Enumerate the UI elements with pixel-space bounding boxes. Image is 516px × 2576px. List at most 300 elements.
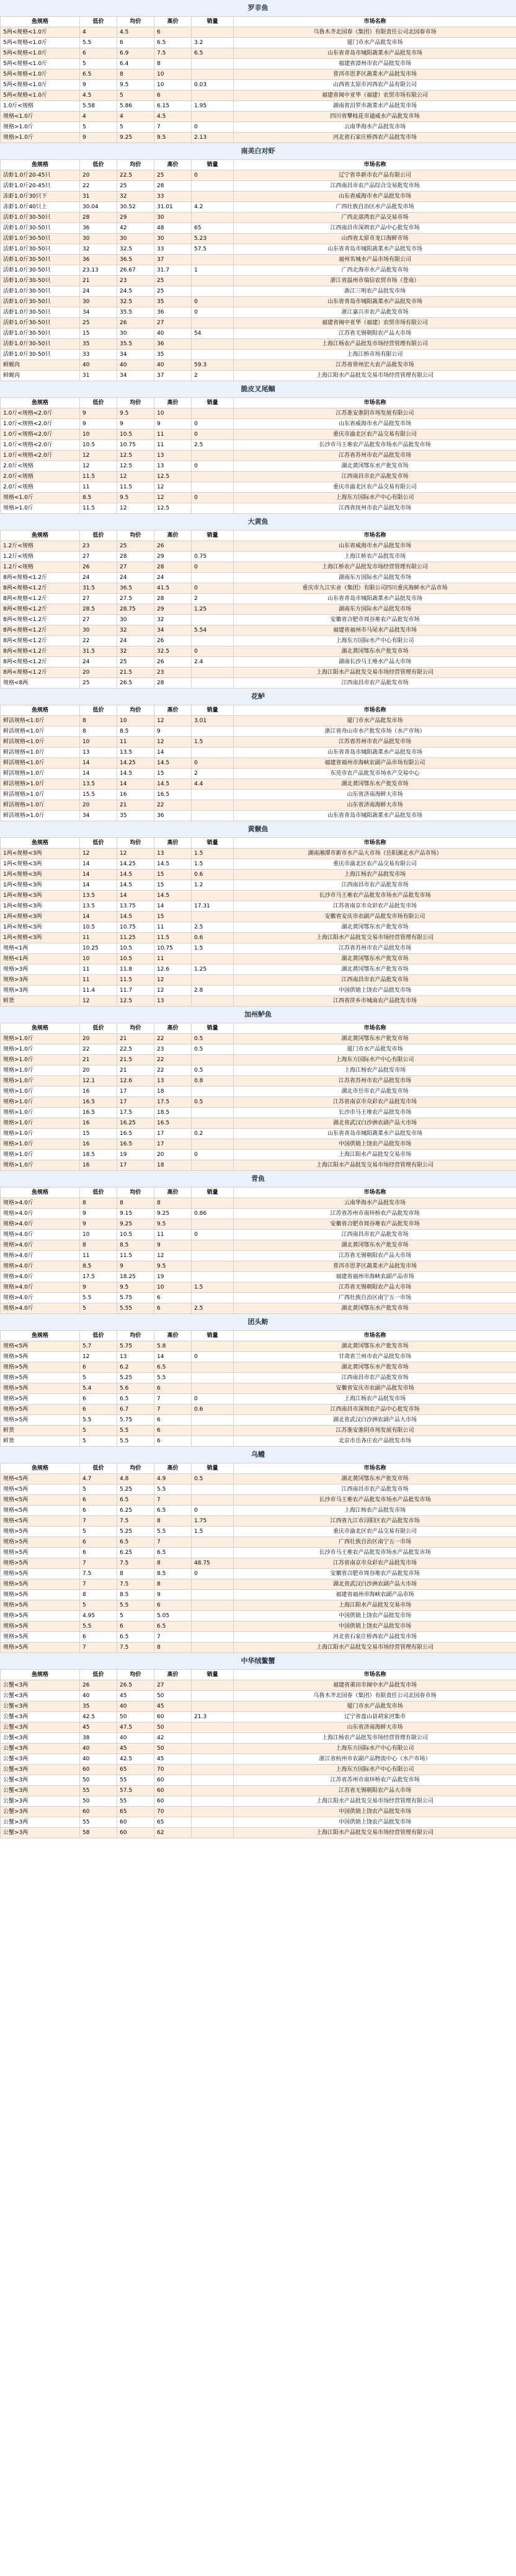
header-spec: 鱼规格 <box>1 1670 80 1680</box>
low-price-cell: 31.5 <box>80 583 117 594</box>
low-price-cell: 40 <box>80 1691 117 1701</box>
volume-cell <box>192 1362 234 1373</box>
avg-price-cell: 12.5 <box>117 461 154 472</box>
spec-cell: 规格<1.0斤 <box>1 112 80 122</box>
market-name-cell: 乌鲁木齐北园春（集团）有限责任公司北园春市场 <box>234 27 516 38</box>
low-price-cell: 28 <box>80 213 117 223</box>
table-row <box>1 461 516 472</box>
avg-price-cell: 5.55 <box>117 1303 154 1314</box>
high-price-cell: 6.5 <box>154 1548 192 1558</box>
high-price-cell: 36 <box>154 811 192 821</box>
table-row <box>1 408 516 419</box>
market-name-cell: 北京市岳各庄农产品批发市场 <box>234 1436 516 1447</box>
spec-cell: 规格>1.0斤 <box>1 1076 80 1087</box>
market-name-cell: 福建省福州市海峡农副产品市场 <box>234 1590 516 1600</box>
table-row <box>1 933 516 943</box>
market-name-cell: 上海江阳水产品批发交易市场经营管理有限公司 <box>234 371 516 381</box>
market-name-cell: 上海东方国际水产中心有限公司 <box>234 493 516 503</box>
avg-price-cell: 10.75 <box>117 440 154 451</box>
table-row <box>1 1754 516 1765</box>
price-table <box>0 837 516 1007</box>
market-name-cell: 广西壮族自治区南宁五一市场 <box>234 1293 516 1303</box>
header-spec: 鱼规格 <box>1 1023 80 1034</box>
high-price-cell: 14 <box>154 748 192 758</box>
volume-cell <box>192 181 234 192</box>
volume-cell: 0 <box>192 583 234 594</box>
spec-cell: 1两<规格<3两 <box>1 849 80 859</box>
avg-price-cell: 65 <box>117 1807 154 1817</box>
market-name-cell: 山东省济南海鲜大市场 <box>234 800 516 811</box>
spec-cell: 8两<规格<1.2斤 <box>1 573 80 583</box>
spec-cell: 8两<规格<1.2斤 <box>1 583 80 594</box>
high-price-cell: 9.5 <box>154 133 192 143</box>
spec-cell: 活虾1.0斤30-50只 <box>1 297 80 307</box>
avg-price-cell: 30 <box>117 329 154 339</box>
low-price-cell: 11 <box>80 482 117 493</box>
low-price-cell: 12 <box>80 849 117 859</box>
high-price-cell: 7 <box>154 1394 192 1405</box>
avg-price-cell: 12.5 <box>117 451 154 461</box>
table-row <box>1 1733 516 1744</box>
avg-price-cell: 19 <box>117 1150 154 1160</box>
high-price-cell: 26 <box>154 541 192 552</box>
market-name-cell: 重庆市渝北区农产品交易有限公司 <box>234 1527 516 1537</box>
spec-cell: 规格>1.0斤 <box>1 1065 80 1076</box>
volume-cell <box>192 1240 234 1251</box>
spec-cell: 规格>5两 <box>1 1632 80 1643</box>
spec-cell: 1.2斤<规格 <box>1 552 80 562</box>
market-name-cell: 山西省太原市河西农产品有限公司 <box>234 80 516 90</box>
table-row <box>1 541 516 552</box>
low-price-cell: 9 <box>80 80 117 90</box>
market-name-cell: 江西南昌市农产品批发市场 <box>234 678 516 689</box>
low-price-cell: 10.5 <box>80 922 117 933</box>
spec-cell: 规格>4.0斤 <box>1 1219 80 1230</box>
low-price-cell: 5 <box>80 1426 117 1436</box>
avg-price-cell: 9.25 <box>117 1219 154 1230</box>
table-header-row <box>1 1023 516 1034</box>
avg-price-cell: 17 <box>117 1097 154 1108</box>
market-name-cell: 江西南昌市深圳农产品中心批发市场 <box>234 223 516 234</box>
header-volume: 销量 <box>192 160 234 170</box>
avg-price-cell: 6.4 <box>117 59 154 69</box>
volume-cell <box>192 451 234 461</box>
header-high-price: 高价 <box>154 1188 192 1198</box>
table-row <box>1 1293 516 1303</box>
avg-price-cell: 10 <box>117 716 154 726</box>
low-price-cell: 5 <box>80 1484 117 1495</box>
avg-price-cell: 7.5 <box>117 1643 154 1653</box>
volume-cell <box>192 1261 234 1272</box>
volume-cell <box>192 503 234 514</box>
table-header-row <box>1 531 516 541</box>
avg-price-cell: 26 <box>117 318 154 329</box>
spec-cell: 规格>1.0斤 <box>1 1097 80 1108</box>
header-volume: 销量 <box>192 1023 234 1034</box>
price-table <box>0 530 516 689</box>
market-name-cell: 广西北部湾农产品交易市场 <box>234 213 516 223</box>
market-name-cell: 上海江桥农产品批发市场经营管理有限公司 <box>234 562 516 573</box>
high-price-cell: 27 <box>154 1680 192 1691</box>
spec-cell: 2.0斤<规格 <box>1 461 80 472</box>
volume-cell: 0.5 <box>192 1065 234 1076</box>
volume-cell: 0.8 <box>192 1076 234 1087</box>
avg-price-cell: 16.25 <box>117 1118 154 1129</box>
avg-price-cell: 21.5 <box>117 668 154 678</box>
table-row <box>1 1516 516 1527</box>
header-high-price: 高价 <box>154 398 192 408</box>
spec-cell: 活虾1.0斤30-50只 <box>1 234 80 244</box>
high-price-cell: 15 <box>154 769 192 779</box>
table-header-row <box>1 398 516 408</box>
avg-price-cell: 26.5 <box>117 678 154 689</box>
avg-price-cell: 14.25 <box>117 859 154 870</box>
avg-price-cell: 30 <box>117 234 154 244</box>
market-name-cell: 江苏省南京市众彩农产品批发市场 <box>234 1097 516 1108</box>
table-row <box>1 329 516 339</box>
low-price-cell: 24 <box>80 657 117 668</box>
high-price-cell: 6 <box>154 1426 192 1436</box>
volume-cell: 0.2 <box>192 1129 234 1139</box>
low-price-cell: 8 <box>80 1198 117 1209</box>
market-name-cell: 湖北市岳市农产品批发市场 <box>234 1087 516 1097</box>
high-price-cell: 11.5 <box>154 933 192 943</box>
market-name-cell: 上海江阳水产品批发交易市场经营管理有限公司 <box>234 1643 516 1653</box>
market-name-cell: 湖北黄冈鄂东水产批发市场 <box>234 1341 516 1352</box>
low-price-cell: 5 <box>80 1527 117 1537</box>
header-spec: 鱼规格 <box>1 1331 80 1341</box>
header-low-price: 低价 <box>80 1670 117 1680</box>
spec-cell: 冻虾1.0斤30只下 <box>1 192 80 202</box>
market-name-cell: 山东省青岛市城阳蔬菜水产品批发市场 <box>234 297 516 307</box>
avg-price-cell: 36.5 <box>117 255 154 265</box>
low-price-cell: 5 <box>80 59 117 69</box>
low-price-cell: 9 <box>80 133 117 143</box>
price-table <box>0 1023 516 1171</box>
low-price-cell: 58 <box>80 1828 117 1838</box>
table-row <box>1 213 516 223</box>
volume-cell: 0.5 <box>192 1044 234 1055</box>
high-price-cell: 28 <box>154 594 192 604</box>
spec-cell: 鲜活规格<1.0斤 <box>1 758 80 769</box>
price-table <box>0 1330 516 1447</box>
table-row <box>1 646 516 657</box>
spec-cell: 活虾1.0斤30-50只 <box>1 286 80 297</box>
market-name-cell: 山西省太原市龙口海鲜市场 <box>234 234 516 244</box>
high-price-cell: 24 <box>154 573 192 583</box>
high-price-cell: 10 <box>154 80 192 90</box>
high-price-cell: 8 <box>154 1198 192 1209</box>
high-price-cell: 25 <box>154 276 192 286</box>
market-name-cell: 厦门市水产品批发市场 <box>234 38 516 48</box>
spec-cell: 8两<规格<1.2斤 <box>1 625 80 636</box>
low-price-cell: 25 <box>80 678 117 689</box>
table-row <box>1 737 516 748</box>
high-price-cell: 50 <box>154 1722 192 1733</box>
spec-cell: 鲜活规格<1.0斤 <box>1 726 80 737</box>
spec-cell: 规格>5两 <box>1 1611 80 1621</box>
avg-price-cell: 42 <box>117 223 154 234</box>
low-price-cell: 4 <box>80 27 117 38</box>
low-price-cell: 23.13 <box>80 265 117 276</box>
high-price-cell: 6 <box>154 1383 192 1394</box>
high-price-cell: 6 <box>154 1303 192 1314</box>
low-price-cell: 27 <box>80 594 117 604</box>
market-name-cell: 湖南省汨罗市蔬菜水产品批发市场 <box>234 101 516 112</box>
avg-price-cell: 11.7 <box>117 986 154 996</box>
market-name-cell: 福建省闽中亚华（福建）农贸市场有限公司 <box>234 90 516 101</box>
header-market: 市场名称 <box>234 1023 516 1034</box>
spec-cell: 5两<规格<1.0斤 <box>1 27 80 38</box>
table-row <box>1 1394 516 1405</box>
volume-cell: 1.5 <box>192 849 234 859</box>
high-price-cell: 25 <box>154 286 192 297</box>
spec-cell: 1.0斤<规格<2.0斤 <box>1 408 80 419</box>
avg-price-cell: 23 <box>117 276 154 286</box>
table-header-row <box>1 1188 516 1198</box>
avg-price-cell: 32 <box>117 192 154 202</box>
high-price-cell: 33 <box>154 192 192 202</box>
table-row <box>1 1643 516 1653</box>
volume-cell: 0 <box>192 419 234 430</box>
avg-price-cell: 11 <box>117 737 154 748</box>
volume-cell <box>192 276 234 286</box>
high-price-cell: 15 <box>154 912 192 922</box>
avg-price-cell: 5 <box>117 122 154 133</box>
high-price-cell: 22 <box>154 1065 192 1076</box>
volume-cell: 1.95 <box>192 101 234 112</box>
spec-cell: 活虾1.0斤30-50只 <box>1 350 80 360</box>
fish-section <box>0 514 516 689</box>
section-title: 罗非鱼 <box>0 0 516 16</box>
low-price-cell: 38 <box>80 1733 117 1744</box>
low-price-cell: 22 <box>80 181 117 192</box>
header-avg-price: 均价 <box>117 1670 154 1680</box>
market-name-cell: 湖北省武汉白沙洲农副产品大市场 <box>234 1118 516 1129</box>
market-name-cell: 长沙市马王堆农产品批发市场水产品批发市场 <box>234 1548 516 1558</box>
header-high-price: 高价 <box>154 1331 192 1341</box>
low-price-cell: 24 <box>80 286 117 297</box>
volume-cell <box>192 69 234 80</box>
table-row <box>1 1701 516 1712</box>
avg-price-cell: 5.5 <box>117 1426 154 1436</box>
table-row <box>1 451 516 461</box>
volume-cell: 0.6 <box>192 870 234 880</box>
high-price-cell: 26 <box>154 657 192 668</box>
market-name-cell: 山东省青岛市城阳蔬菜水产品批发市场 <box>234 594 516 604</box>
volume-cell: 0 <box>192 758 234 769</box>
volume-cell: 1.25 <box>192 604 234 615</box>
low-price-cell: 10.5 <box>80 440 117 451</box>
low-price-cell: 12.1 <box>80 1076 117 1087</box>
volume-cell <box>192 1293 234 1303</box>
market-name-cell: 江苏省南京市众彩农产品批发市场 <box>234 1558 516 1569</box>
avg-price-cell: 8.5 <box>117 1590 154 1600</box>
high-price-cell: 6 <box>154 90 192 101</box>
volume-cell <box>192 726 234 737</box>
avg-price-cell: 5.6 <box>117 1383 154 1394</box>
high-price-cell: 40 <box>154 329 192 339</box>
table-row <box>1 360 516 371</box>
market-name-cell: 上海江杨农产品批发市场 <box>234 1506 516 1516</box>
avg-price-cell: 55 <box>117 1796 154 1807</box>
header-high-price: 高价 <box>154 531 192 541</box>
volume-cell: 0 <box>192 1506 234 1516</box>
avg-price-cell: 5.25 <box>117 1484 154 1495</box>
high-price-cell: 8 <box>154 1579 192 1590</box>
table-row <box>1 668 516 678</box>
low-price-cell: 14 <box>80 859 117 870</box>
high-price-cell: 30 <box>154 234 192 244</box>
volume-cell <box>192 748 234 758</box>
fish-section <box>0 821 516 1007</box>
low-price-cell: 11.5 <box>80 472 117 482</box>
avg-price-cell: 42.5 <box>117 1754 154 1765</box>
avg-price-cell: 14 <box>117 891 154 901</box>
header-market: 市场名称 <box>234 1331 516 1341</box>
volume-cell <box>192 975 234 986</box>
low-price-cell: 6 <box>80 1548 117 1558</box>
market-name-cell: 上海东方国际水产中心有限公司 <box>234 1765 516 1775</box>
high-price-cell: 12 <box>154 975 192 986</box>
high-price-cell: 8 <box>154 1558 192 1569</box>
market-name-cell: 四川省攀枝花市通威水产品批发市场 <box>234 112 516 122</box>
low-price-cell: 33 <box>80 350 117 360</box>
market-name-cell: 浙江省温州市瑞信农贸市场（苍南） <box>234 276 516 286</box>
low-price-cell: 13.5 <box>80 901 117 912</box>
avg-price-cell: 40 <box>117 1733 154 1744</box>
spec-cell: 5两<规格<1.0斤 <box>1 38 80 48</box>
spec-cell: 规格>5两 <box>1 1579 80 1590</box>
header-high-price: 高价 <box>154 17 192 27</box>
spec-cell: 规格<1两 <box>1 954 80 964</box>
volume-cell <box>192 678 234 689</box>
low-price-cell: 15 <box>80 329 117 339</box>
low-price-cell: 6 <box>80 1495 117 1506</box>
market-name-cell: 重庆市渝北区农产品交易有限公司 <box>234 430 516 440</box>
market-name-cell: 湖南长沙马王堆水产品大市场 <box>234 657 516 668</box>
high-price-cell: 20 <box>154 1150 192 1160</box>
volume-cell <box>192 1744 234 1754</box>
header-market: 市场名称 <box>234 1188 516 1198</box>
volume-cell <box>192 286 234 297</box>
table-row <box>1 27 516 38</box>
avg-price-cell: 5.75 <box>117 1341 154 1352</box>
volume-cell: 1.5 <box>192 737 234 748</box>
header-high-price: 高价 <box>154 1670 192 1680</box>
avg-price-cell: 10.5 <box>117 954 154 964</box>
high-price-cell: 8.5 <box>154 1569 192 1579</box>
high-price-cell: 16.5 <box>154 790 192 800</box>
market-name-cell: 山东省青岛市城阳蔬菜水产品批发市场 <box>234 244 516 255</box>
table-row <box>1 1590 516 1600</box>
low-price-cell: 10.25 <box>80 943 117 954</box>
avg-price-cell: 22.5 <box>117 170 154 181</box>
volume-cell: 0 <box>192 461 234 472</box>
header-high-price: 高价 <box>154 705 192 716</box>
spec-cell: 规格>5两 <box>1 1527 80 1537</box>
high-price-cell: 37 <box>154 371 192 381</box>
market-name-cell: 中国供销上饶农产品批发市场 <box>234 1817 516 1828</box>
spec-cell: 活虾1.0斤20-45只 <box>1 181 80 192</box>
spec-cell: 鲜货 <box>1 1436 80 1447</box>
low-price-cell: 15.5 <box>80 790 117 800</box>
avg-price-cell: 36.5 <box>117 583 154 594</box>
table-row <box>1 1632 516 1643</box>
table-row <box>1 1272 516 1282</box>
spec-cell: 公蟹<3两 <box>1 1733 80 1744</box>
high-price-cell: 36 <box>154 339 192 350</box>
table-row <box>1 69 516 80</box>
volume-cell: 0 <box>192 646 234 657</box>
high-price-cell: 6.5 <box>154 1362 192 1373</box>
spec-cell: 2.0斤<规格 <box>1 472 80 482</box>
volume-cell: 48.75 <box>192 1558 234 1569</box>
volume-cell: 5.23 <box>192 234 234 244</box>
volume-cell <box>192 1436 234 1447</box>
spec-cell: 1两<规格<3两 <box>1 870 80 880</box>
spec-cell: 活虾1.0斤30-50只 <box>1 276 80 286</box>
volume-cell: 54 <box>192 329 234 339</box>
table-row <box>1 1087 516 1097</box>
table-row <box>1 1600 516 1611</box>
high-price-cell: 11 <box>154 954 192 964</box>
header-avg-price: 均价 <box>117 531 154 541</box>
high-price-cell: 12.6 <box>154 964 192 975</box>
avg-price-cell: 60 <box>117 1817 154 1828</box>
avg-price-cell: 32.5 <box>117 244 154 255</box>
low-price-cell: 12 <box>80 1352 117 1362</box>
table-row <box>1 891 516 901</box>
table-row <box>1 636 516 646</box>
high-price-cell: 18 <box>154 1087 192 1097</box>
market-name-cell: 辽宁省阜新市农产品有限公司 <box>234 170 516 181</box>
table-row <box>1 1484 516 1495</box>
high-price-cell: 12 <box>154 737 192 748</box>
low-price-cell: 6 <box>80 1362 117 1373</box>
section-title: 大黄鱼 <box>0 514 516 530</box>
volume-cell <box>192 1495 234 1506</box>
table-row <box>1 657 516 668</box>
section-title: 脆皮叉尾鲴 <box>0 381 516 397</box>
low-price-cell: 5.58 <box>80 101 117 112</box>
high-price-cell: 9.25 <box>154 1209 192 1219</box>
avg-price-cell: 8 <box>117 69 154 80</box>
avg-price-cell: 40 <box>117 360 154 371</box>
table-row <box>1 1198 516 1209</box>
table-row <box>1 350 516 360</box>
volume-cell <box>192 1272 234 1282</box>
low-price-cell: 12 <box>80 996 117 1007</box>
market-name-cell: 江苏省常州宏大农产品批发市场 <box>234 360 516 371</box>
market-name-cell: 湖北黄冈鄂东水产批发市场 <box>234 779 516 790</box>
low-price-cell: 60 <box>80 1807 117 1817</box>
table-row <box>1 758 516 769</box>
low-price-cell: 11 <box>80 933 117 943</box>
spec-cell: 鲜活规格>1.0斤 <box>1 811 80 821</box>
avg-price-cell: 65 <box>117 1765 154 1775</box>
avg-price-cell: 27 <box>117 562 154 573</box>
avg-price-cell: 16.5 <box>117 1139 154 1150</box>
spec-cell: 规格>5两 <box>1 1590 80 1600</box>
market-name-cell: 福建省福州市马尾水产品批发市场 <box>234 625 516 636</box>
avg-price-cell: 5.5 <box>117 1436 154 1447</box>
volume-cell <box>192 1415 234 1426</box>
high-price-cell: 9 <box>154 1240 192 1251</box>
market-name-cell: 河北省石家庄桥西农产品批发市场 <box>234 133 516 143</box>
spec-cell: 规格>1.0斤 <box>1 1160 80 1171</box>
header-low-price: 低价 <box>80 1023 117 1034</box>
